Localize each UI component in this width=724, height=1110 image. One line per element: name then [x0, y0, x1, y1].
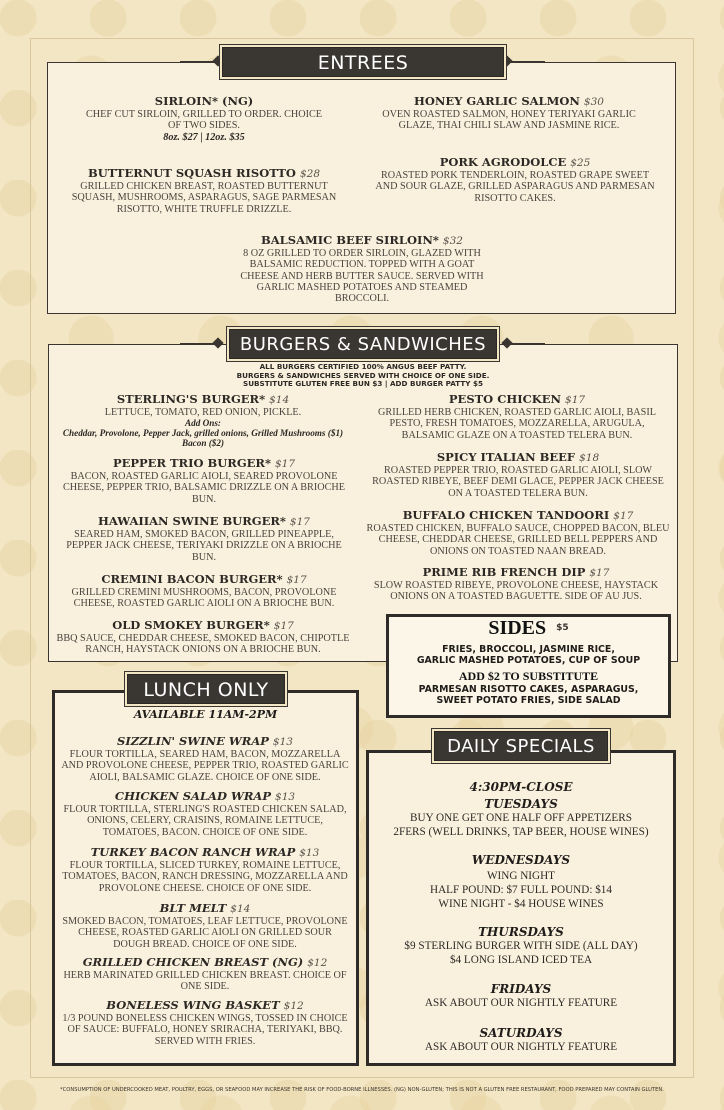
lunch-title: LUNCH ONLY: [127, 674, 285, 704]
specials-title: DAILY SPECIALS: [434, 731, 608, 761]
item-desc: GRILLED CREMINI MUSHROOMS, BACON, PROVOLONE CHEESE, ROASTED GARLIC AIOLI ON A BRIOCHE BUN.: [71, 587, 337, 610]
sides-title: SIDES: [488, 617, 547, 639]
burger-item: [368, 565, 664, 603]
lunch-item: [60, 845, 350, 894]
item-name: CHICKEN SALAD WRAP $13: [114, 789, 296, 803]
lunch-item: [60, 955, 350, 993]
special-day: TUESDAYS: [484, 797, 558, 811]
item-name: HAWAIIAN SWINE BURGER* $17: [98, 514, 310, 528]
special-line: ASK ABOUT OUR NIGHTLY FEATURE: [424, 1041, 618, 1053]
sides-line: SWEET POTATO FRIES, SIDE SALAD: [436, 695, 621, 706]
item-name: SPICY ITALIAN BEEF $18: [436, 450, 600, 464]
special-line: $4 LONG ISLAND ICED TEA: [449, 954, 593, 966]
burgers-flourish-left: [180, 343, 220, 345]
item-name: BUFFALO CHICKEN TANDOORI $17: [402, 508, 634, 522]
special-saturday: [368, 1026, 674, 1054]
item-name: SIRLOIN* (NG): [154, 94, 254, 108]
item-desc: GRILLED CHICKEN BREAST, ROASTED BUTTERNUT SQUASH, MUSHROOMS, ASPARAGUS, SAGE PARMESAN RISOTTO, WHITE TRUFFLE DRIZZLE.: [71, 181, 337, 215]
item-desc: 8 OZ GRILLED TO ORDER SIRLOIN, GLAZED WITH BALSAMIC REDUCTION. TOPPED WITH A GOAT CHEESE AND HERB BUTTER SAUCE. SERVED WITH GARLIC MASHED POTATOES AND STEAMED BROCCOLI.: [240, 248, 484, 305]
special-day: FRIDAYS: [490, 982, 552, 996]
special-friday: [368, 982, 674, 1010]
item-name: STERLING'S BURGER* $14: [116, 392, 290, 406]
item-desc: FLOUR TORTILLA, SEARED HAM, BACON, MOZZARELLA AND PROVOLONE CHEESE, PEPPER TRIO, ROASTED GARLIC AIOLI, BALSAMIC GLAZE. CHOICE OF ONE SIDE.: [61, 749, 349, 783]
special-line: WING NIGHT: [486, 870, 556, 882]
item-desc: BBQ SAUCE, CHEDDAR CHEESE, SMOKED BACON, CHIPOTLE RANCH, HAYSTACK ONIONS ON A BRIOCHE BUN.: [56, 633, 350, 656]
item-name: BUTTERNUT SQUASH RISOTTO $28: [87, 166, 320, 180]
special-line: BUY ONE GET ONE HALF OFF APPETIZERS: [410, 812, 632, 824]
lunch-item: [60, 734, 350, 783]
burger-item: [50, 392, 356, 448]
item-name: HONEY GARLIC SALMON $30: [414, 94, 604, 108]
burger-item: [56, 456, 352, 505]
lunch-item: [60, 998, 350, 1047]
special-day: SATURDAYS: [479, 1026, 563, 1040]
item-desc: ROASTED PORK TENDERLOIN, ROASTED GRAPE SWEET AND SOUR GLAZE, GRILLED ASPARAGUS AND PARMESAN RISOTTO CAKES.: [375, 170, 655, 204]
burger-item: [56, 514, 352, 563]
special-thursday: [368, 925, 674, 967]
item-name: SIZZLIN' SWINE WRAP $13: [117, 734, 293, 748]
sides-line: FRIES, BROCCOLI, JASMINE RICE,: [442, 644, 615, 655]
special-day: THURSDAYS: [478, 925, 564, 939]
item-name: PRIME RIB FRENCH DIP $17: [422, 565, 610, 579]
burgers-flourish-right: [505, 343, 545, 345]
burger-item: [58, 572, 350, 610]
special-tuesday: [368, 797, 674, 839]
item-desc: SLOW ROASTED RIBEYE, PROVOLONE CHEESE, HAYSTACK ONIONS ON A TOASTED BAGUETTE. SIDE OF AU JUS.: [373, 580, 659, 603]
entree-item: [84, 94, 324, 143]
item-name: CREMINI BACON BURGER* $17: [101, 572, 307, 586]
item-desc: HERB MARINATED GRILLED CHICKEN BREAST. CHOICE OF ONE SIDE.: [63, 970, 347, 993]
sides-line: GARLIC MASHED POTATOES, CUP OF SOUP: [416, 655, 641, 666]
sides-price: $5: [556, 623, 569, 633]
item-addons-label: Add Ons:: [185, 418, 221, 429]
item-desc: 1/3 POUND BONELESS CHICKEN WINGS, TOSSED IN CHOICE OF SAUCE: BUFFALO, HONEY SRIRACHA, TERIYAKI, BBQ. SERVED WITH FRIES.: [62, 1013, 348, 1047]
item-name: BALSAMIC BEEF SIRLOIN* $32: [261, 233, 463, 247]
item-name: PEPPER TRIO BURGER* $17: [112, 456, 296, 470]
item-desc: ROASTED PEPPER TRIO, ROASTED GARLIC AIOLI, SLOW ROASTED RIBEYE, BEEF DEMI GLACE, PEPPER JACK CHEESE ON A TOASTED TELERA BUN.: [372, 465, 664, 499]
entrees-flourish-right: [505, 61, 545, 63]
item-desc: ROASTED CHICKEN, BUFFALO SAUCE, CHOPPED BACON, BLEU CHEESE, CHEDDAR CHEESE, GRILLED BELL PEPPERS AND ONIONS ON TOASTED NAAN BREAD.: [366, 523, 670, 557]
sides-line: PARMESAN RISOTTO CAKES, ASPARAGUS,: [418, 684, 639, 695]
burger-item: [370, 392, 664, 441]
special-line: 2FERS (WELL DRINKS, TAP BEER, HOUSE WINES): [393, 826, 649, 838]
entree-item: [66, 166, 342, 215]
item-desc: FLOUR TORTILLA, STERLING'S ROASTED CHICKEN SALAD, ONIONS, CELERY, CRAISINS, ROMAINE LETTUCE, TOMATOES, BACON. CHOICE OF ONE SIDE.: [63, 804, 347, 838]
item-desc: GRILLED HERB CHICKEN, ROASTED GARLIC AIOLI, BASIL PESTO, FRESH TOMATOES, MOZZARELLA, ARUGULA, BALSAMIC GLAZE ON A TOASTED TELERA BUN.: [378, 407, 656, 441]
item-name: PESTO CHICKEN $17: [448, 392, 586, 406]
item-addons: Cheddar, Provolone, Pepper Jack, grilled onions, Grilled Mushrooms ($1) Bacon ($2): [62, 428, 344, 449]
sides-substitute-title: ADD $2 TO SUBSTITUTE: [458, 669, 599, 683]
note-line: BURGERS & SANDWICHES SERVED WITH CHOICE OF ONE SIDE.: [236, 370, 490, 380]
lunch-availability: AVAILABLE 11AM-2PM: [133, 708, 278, 721]
item-desc: CHEF CUT SIRLOIN, GRILLED TO ORDER. CHOICE OF TWO SIDES.: [85, 109, 323, 132]
specials-time-label: 4:30PM-CLOSE: [469, 780, 573, 794]
sides-substitute-list: [386, 684, 671, 706]
item-price-note: 8oz. $27 | 12oz. $35: [163, 131, 245, 143]
special-wednesday: [368, 853, 674, 911]
sides-header: [386, 617, 671, 640]
entrees-title: ENTREES: [222, 47, 504, 77]
item-name: OLD SMOKEY BURGER* $17: [112, 618, 294, 632]
burger-item: [50, 618, 356, 656]
footer-disclaimer: *CONSUMPTION OF UNDERCOOKED MEAT, POULTRY, EGGS, OR SEAFOOD MAY INCREASE THE RISK OF FOOD-BORNE ILLNESSES. (NG) NON-GLUTEN; THIS IS NOT A GLUTEN FREE RESTAURANT, FOOD PREPARED MAY CONTAIN GLUTEN.: [60, 1087, 664, 1093]
item-desc: LETTUCE, TOMATO, RED ONION, PICKLE.: [104, 407, 302, 418]
item-desc: FLOUR TORTILLA, SLICED TURKEY, ROMAINE LETTUCE, TOMATOES, BACON, RANCH DRESSING, MOZZARELLA AND PROVOLONE CHEESE. CHOICE OF ONE SIDE.: [62, 860, 348, 894]
item-desc: BACON, ROASTED GARLIC AIOLI, SEARED PROVOLONE CHEESE, PEPPER TRIO, BALSAMIC DRIZZLE ON A BRIOCHE BUN.: [63, 471, 345, 505]
entree-item: [378, 94, 640, 132]
entree-item: [370, 155, 660, 204]
burger-notes: [48, 363, 678, 389]
special-line: HALF POUND: $7 FULL POUND: $14: [429, 884, 612, 896]
entrees-flourish-left: [180, 61, 220, 63]
entree-item: [232, 233, 492, 304]
item-desc: SEARED HAM, SMOKED BACON, GRILLED PINEAPPLE, PEPPER JACK CHEESE, TERIYAKI DRIZZLE ON A BRIOCHE BUN.: [66, 529, 342, 563]
item-desc: OVEN ROASTED SALMON, HONEY TERIYAKI GARLIC GLAZE, THAI CHILI SLAW AND JASMINE RICE.: [382, 109, 636, 132]
item-name: BONELESS WING BASKET $12: [106, 998, 304, 1012]
item-name: TURKEY BACON RANCH WRAP $13: [90, 845, 320, 859]
note-line: SUBSTITUTE GLUTEN FREE BUN $3 | ADD BURGER PATTY $5: [243, 379, 483, 389]
special-day: WEDNESDAYS: [471, 853, 571, 867]
item-desc: SMOKED BACON, TOMATOES, LEAF LETTUCE, PROVOLONE CHEESE, ROASTED GARLIC AIOLI ON GRILLED SOUR DOUGH BREAD. CHOICE OF ONE SIDE.: [62, 916, 348, 950]
burger-item: [366, 450, 670, 499]
special-line: WINE NIGHT - $4 HOUSE WINES: [438, 898, 604, 910]
item-name: PORK AGRODOLCE $25: [439, 155, 591, 169]
item-name: BLT MELT $14: [159, 901, 251, 915]
lunch-item: [60, 789, 350, 838]
special-line: $9 STERLING BURGER WITH SIDE (ALL DAY): [404, 940, 638, 952]
item-name: GRILLED CHICKEN BREAST (NG) $12: [82, 955, 328, 969]
specials-time: [368, 780, 674, 794]
burgers-title: BURGERS & SANDWICHES: [229, 329, 497, 359]
note-line: ALL BURGERS CERTIFIED 100% ANGUS BEEF PATTY.: [259, 362, 467, 371]
burger-item: [366, 508, 670, 557]
sides-list: [386, 644, 671, 666]
special-line: ASK ABOUT OUR NIGHTLY FEATURE: [424, 997, 618, 1009]
sides-content: [386, 617, 671, 706]
lunch-item: [60, 901, 350, 950]
